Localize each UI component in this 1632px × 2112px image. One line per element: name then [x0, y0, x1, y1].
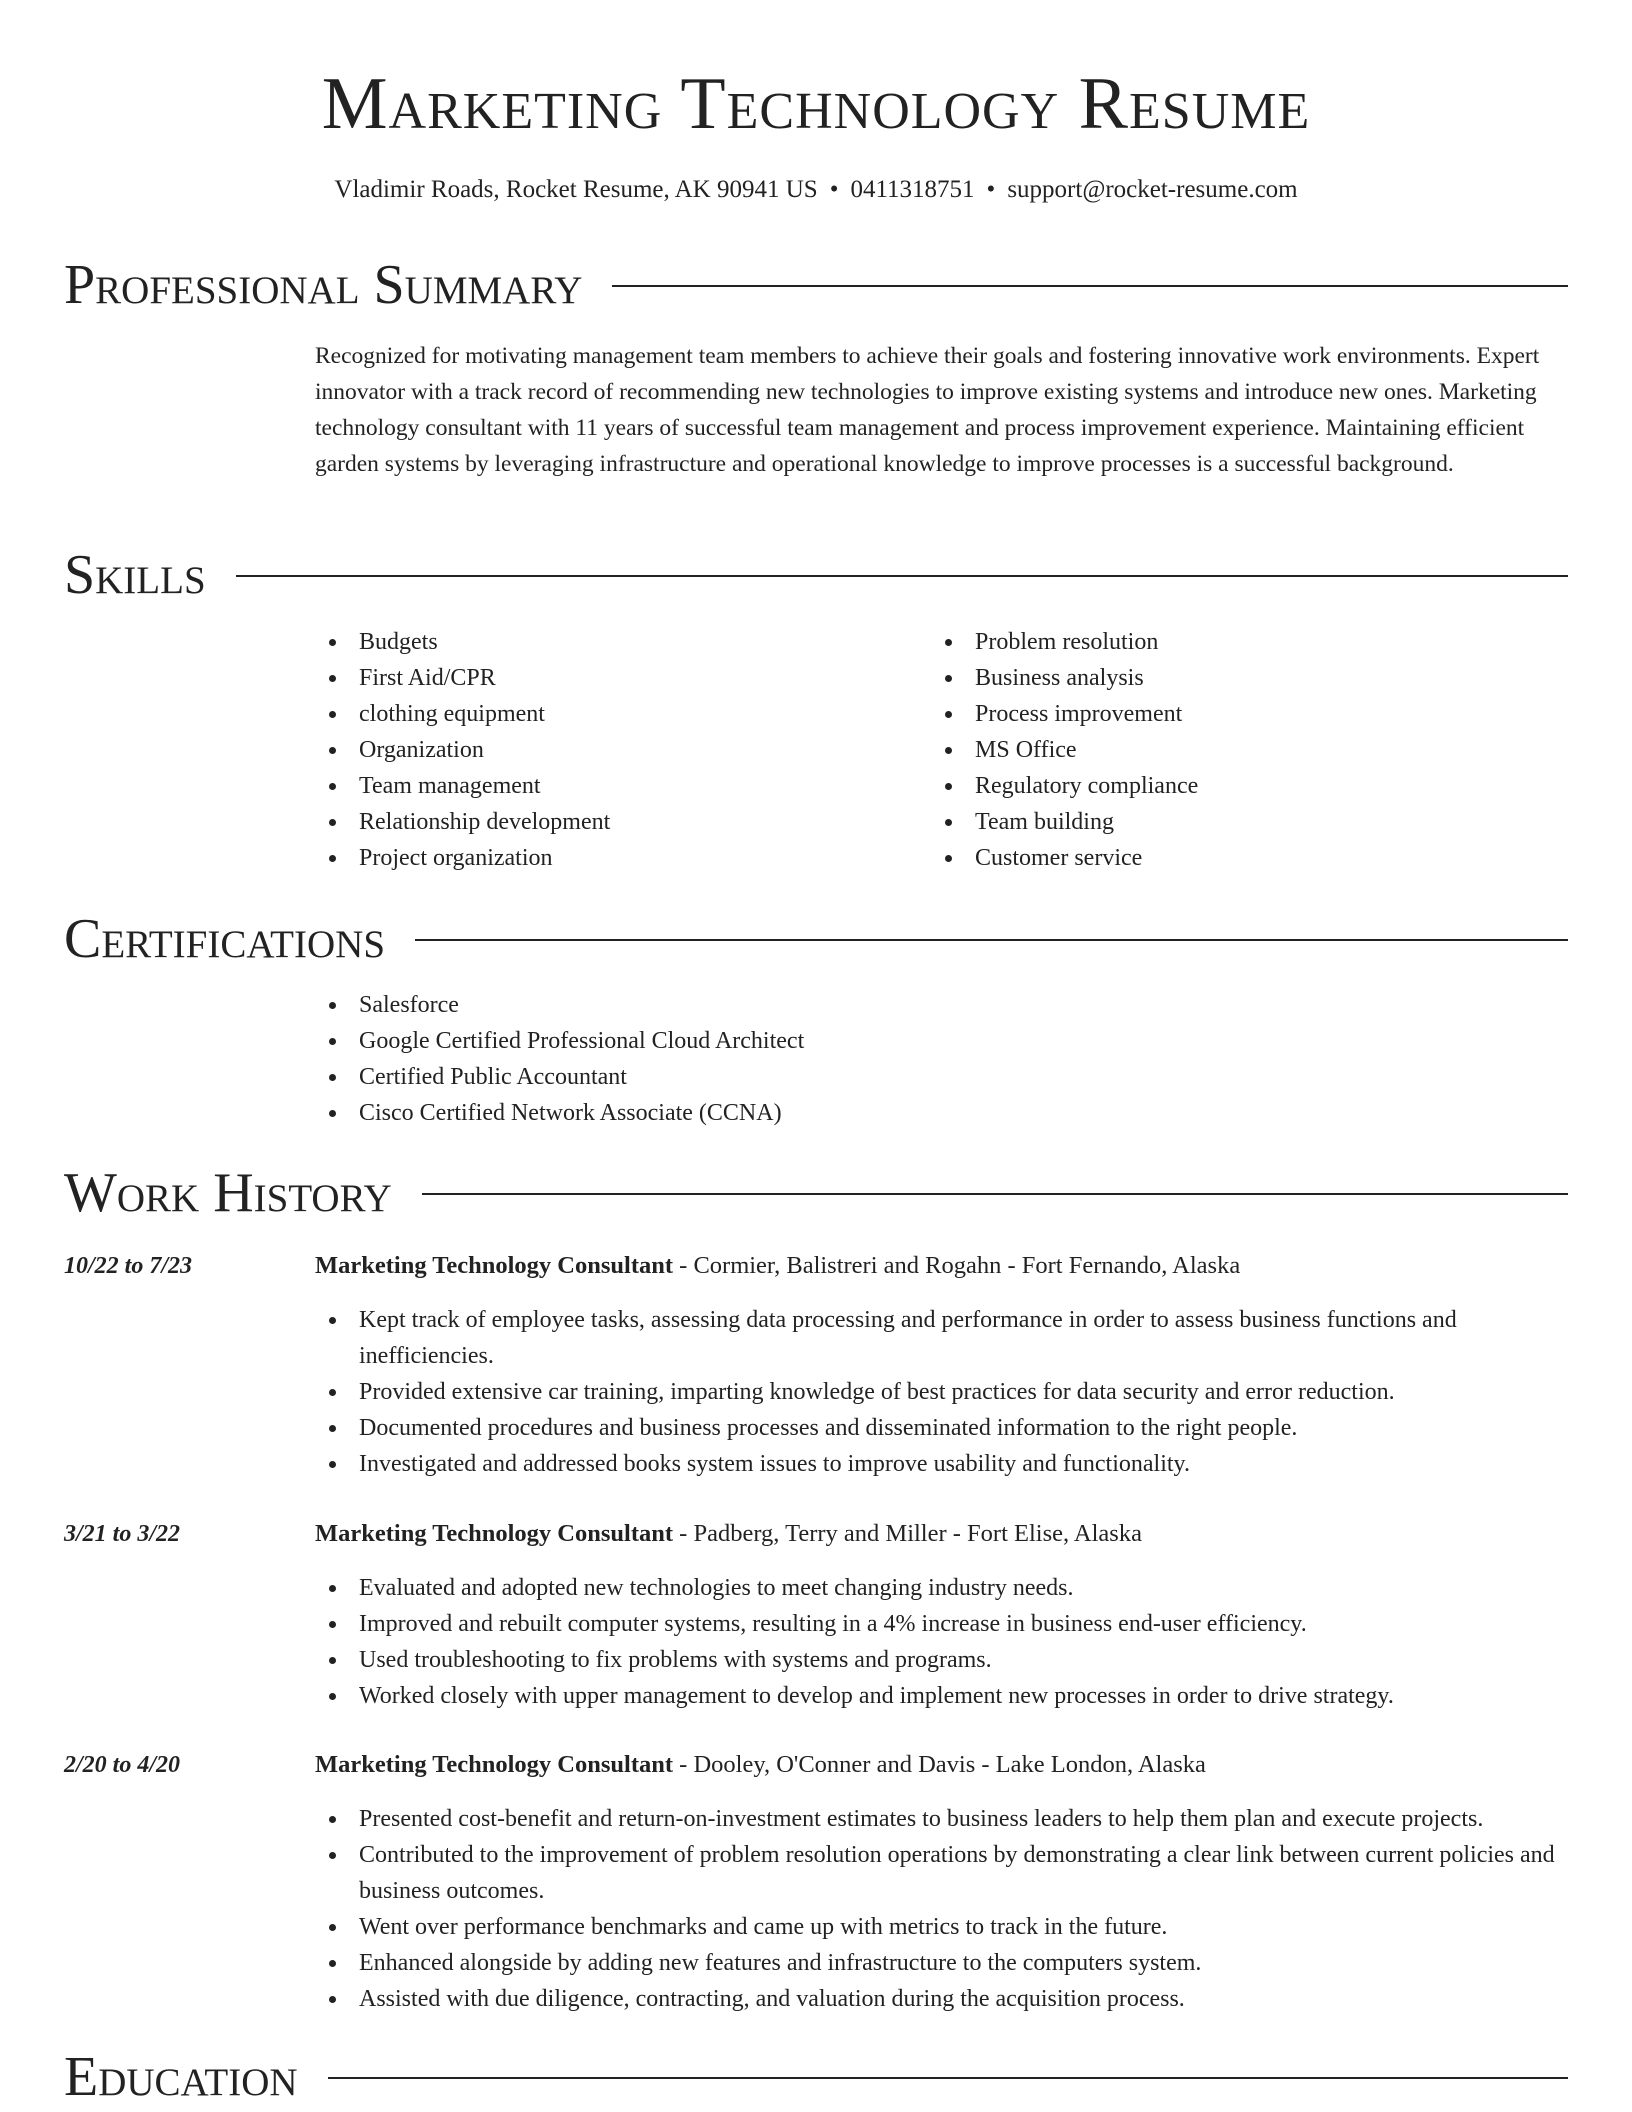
skill-item: Team management: [315, 768, 915, 804]
skill-item: First Aid/CPR: [315, 660, 915, 696]
section-header-work-history: [64, 1158, 1568, 1228]
job-bullet: Improved and rebuilt computer systems, resulting in a 4% increase in business end-user efficiency.: [315, 1606, 1575, 1642]
job-bullets: [315, 1302, 1575, 1482]
skill-item: MS Office: [931, 732, 1531, 768]
job-bullet: Kept track of employee tasks, assessing data processing and performance in order to assess business functions and inefficiencies.: [315, 1302, 1575, 1374]
contact-email: support@rocket-resume.com: [1007, 176, 1298, 203]
skill-item: Team building: [931, 804, 1531, 840]
section-title-summary: Professional Summary: [64, 254, 583, 316]
job-heading: [315, 1516, 1142, 1552]
job-title: Marketing Technology Consultant: [315, 1252, 674, 1279]
skill-item: Customer service: [931, 840, 1531, 876]
certification-item: Salesforce: [315, 987, 1515, 1023]
section-header-summary: [64, 250, 1568, 320]
skill-item: Regulatory compliance: [931, 768, 1531, 804]
contact-separator: •: [829, 176, 839, 203]
summary-paragraph: Recognized for motivating management team members to achieve their goals and fostering innovative work environments. Expert innovator with a track record of recommending new technologies to improve existing systems and introduce new ones. Marketing technology consultant with 11 years of successful team management and process improvement experience. Maintaining efficient garden systems by leveraging infrastructure and operational knowledge to improve processes is a successful background.: [315, 343, 1540, 477]
section-header-skills: [64, 540, 1568, 610]
skill-item: Problem resolution: [931, 624, 1531, 660]
contact-line: [0, 172, 1632, 208]
job-dates: 2/20 to 4/20: [64, 1752, 181, 1778]
contact-separator: •: [986, 176, 996, 203]
job-dates: 10/22 to 7/23: [64, 1253, 193, 1279]
skills-column-left: [315, 624, 915, 876]
job-bullet: Investigated and addressed books system issues to improve usability and functionality.: [315, 1446, 1575, 1482]
section-divider: [422, 1193, 1568, 1195]
contact-phone: 0411318751: [850, 176, 975, 203]
job-title: Marketing Technology Consultant: [315, 1751, 674, 1778]
job-employer: - Dooley, O'Conner and Davis - Lake London, Alaska: [673, 1751, 1206, 1778]
section-title-education: Education: [64, 2046, 298, 2108]
job-bullet: Assisted with due diligence, contracting, and valuation during the acquisition process.: [315, 1981, 1575, 2017]
job-bullet: Used troubleshooting to fix problems with systems and programs.: [315, 1642, 1575, 1678]
job-bullet: Went over performance benchmarks and came up with metrics to track in the future.: [315, 1909, 1575, 1945]
job-employer: - Padberg, Terry and Miller - Fort Elise, Alaska: [673, 1520, 1142, 1547]
job-bullet: Provided extensive car training, imparting knowledge of best practices for data security and error reduction.: [315, 1374, 1575, 1410]
section-divider: [236, 575, 1568, 577]
certification-item: Cisco Certified Network Associate (CCNA): [315, 1095, 1515, 1131]
job-title: Marketing Technology Consultant: [315, 1520, 674, 1547]
section-title-certifications: Certifications: [64, 908, 386, 970]
job-heading: [315, 1248, 1240, 1284]
skill-item: Organization: [315, 732, 915, 768]
job-employer: - Cormier, Balistreri and Rogahn - Fort Fernando, Alaska: [673, 1252, 1241, 1279]
section-header-certifications: [64, 904, 1568, 974]
resume-title: Marketing Technology Resume: [321, 63, 1311, 145]
section-divider: [415, 939, 1568, 941]
skill-item: Relationship development: [315, 804, 915, 840]
certifications-list: [315, 987, 1515, 1131]
job-dates: 3/21 to 3/22: [64, 1521, 181, 1547]
skill-item: clothing equipment: [315, 696, 915, 732]
section-title-work-history: Work History: [64, 1162, 392, 1224]
job-bullet: Enhanced alongside by adding new features and infrastructure to the computers system.: [315, 1945, 1575, 1981]
section-divider: [612, 285, 1568, 287]
certification-item: Certified Public Accountant: [315, 1059, 1515, 1095]
section-header-education: [64, 2042, 1568, 2112]
job-bullet: Evaluated and adopted new technologies to meet changing industry needs.: [315, 1570, 1575, 1606]
skill-item: Process improvement: [931, 696, 1531, 732]
skill-item: Project organization: [315, 840, 915, 876]
job-bullet: Worked closely with upper management to develop and implement new processes in order to drive strategy.: [315, 1678, 1575, 1714]
section-divider: [328, 2077, 1568, 2079]
skills-column-right: [931, 624, 1531, 876]
job-bullet: Presented cost-benefit and return-on-investment estimates to business leaders to help them plan and execute projects.: [315, 1801, 1575, 1837]
contact-address: Vladimir Roads, Rocket Resume, AK 90941 US: [334, 176, 818, 203]
skill-item: Budgets: [315, 624, 915, 660]
job-bullets: [315, 1570, 1575, 1714]
skill-item: Business analysis: [931, 660, 1531, 696]
job-bullets: [315, 1801, 1575, 2017]
job-heading: [315, 1747, 1206, 1783]
section-title-skills: Skills: [64, 544, 206, 606]
job-bullet: Contributed to the improvement of problem resolution operations by demonstrating a clear link between current policies and business outcomes.: [315, 1837, 1575, 1909]
certification-item: Google Certified Professional Cloud Architect: [315, 1023, 1515, 1059]
job-bullet: Documented procedures and business processes and disseminated information to the right people.: [315, 1410, 1575, 1446]
